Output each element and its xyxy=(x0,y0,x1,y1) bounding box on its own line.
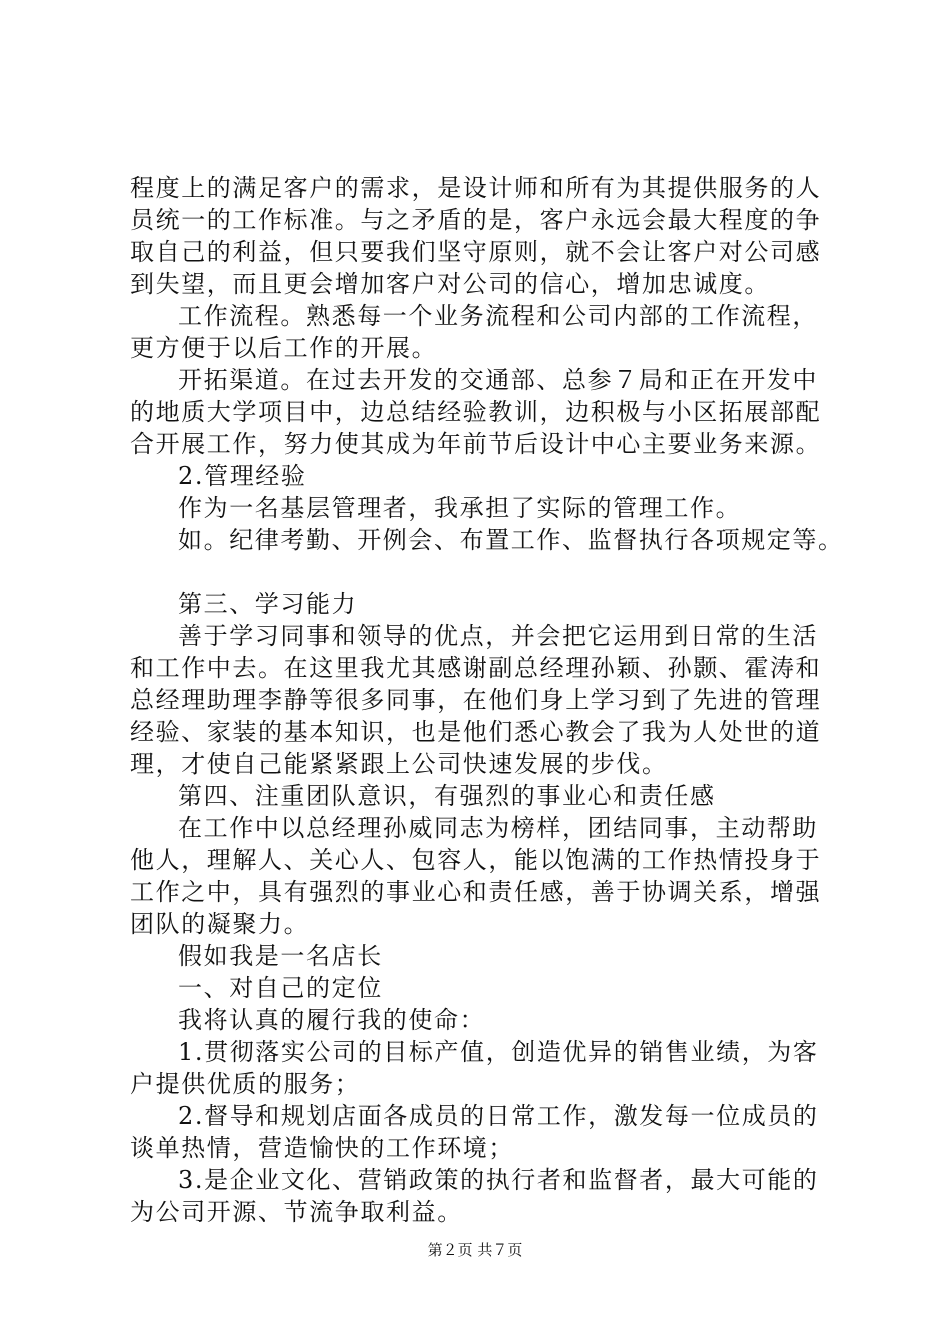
text-line: 工作之中，具有强烈的事业心和责任感，善于协调关系，增强 xyxy=(130,878,822,906)
text-line: 程度上的满足客户的需求，是设计师和所有为其提供服务的人 xyxy=(130,174,822,202)
document-body xyxy=(130,172,850,1228)
text-line: 的地质大学项目中，边总结经验教训，边积极与小区拓展部配 xyxy=(130,398,822,426)
text-line: 取自己的利益，但只要我们坚守原则，就不会让客户对公司感 xyxy=(130,238,822,266)
text-line: 第三、学习能力 xyxy=(178,590,358,618)
text-line: 合开展工作，努力使其成为年前节后设计中心主要业务来源。 xyxy=(130,430,822,458)
text-line: 一、对自己的定位 xyxy=(178,974,383,1002)
text-line: 和工作中去。在这里我尤其感谢副总经理孙颖、孙颢、霍涛和 xyxy=(130,654,822,682)
text-line: 员统一的工作标准。与之矛盾的是，客户永远会最大程度的争 xyxy=(130,206,822,234)
text-line: 第四、注重团队意识，有强烈的事业心和责任感 xyxy=(178,782,716,810)
text-line: 户提供优质的服务； xyxy=(130,1070,361,1098)
blank-line xyxy=(130,556,850,588)
text-line: 更方便于以后工作的开展。 xyxy=(130,334,438,362)
text-line: 总经理助理李静等很多同事，在他们身上学习到了先进的管理 xyxy=(130,686,822,714)
text-line: 团队的凝聚力。 xyxy=(130,910,310,938)
text-line: 作为一名基层管理者，我承担了实际的管理工作。 xyxy=(178,494,742,522)
text-line: 开拓渠道。在过去开发的交通部、总参７局和正在开发中 xyxy=(178,366,818,394)
text-line: 假如我是一名店长 xyxy=(178,942,383,970)
text-line: 谈单热情，营造愉快的工作环境； xyxy=(130,1134,514,1162)
text-line: 3.是企业文化、营销政策的执行者和监督者，最大可能的 xyxy=(178,1166,819,1194)
text-line: 他人，理解人、关心人、包容人，能以饱满的工作热情投身于 xyxy=(130,846,822,874)
page-footer: 第２页 共７页 xyxy=(427,1241,523,1259)
text-line: 如。纪律考勤、开例会、布置工作、监督执行各项规定等。 xyxy=(178,526,844,554)
text-line: 经验、家装的基本知识，也是他们悉心教会了我为人处世的道 xyxy=(130,718,822,746)
text-line: 2.督导和规划店面各成员的日常工作，激发每一位成员的 xyxy=(178,1102,819,1130)
text-line: 善于学习同事和领导的优点，并会把它运用到日常的生活 xyxy=(178,622,818,650)
text-line: 2.管理经验 xyxy=(178,462,307,490)
text-line: 为公司开源、节流争取利益。 xyxy=(130,1198,463,1226)
text-line: 到失望，而且更会增加客户对公司的信心，增加忠诚度。 xyxy=(130,270,770,298)
text-line: 我将认真的履行我的使命： xyxy=(178,1006,486,1034)
text-line: 理，才使自己能紧紧跟上公司快速发展的步伐。 xyxy=(130,750,668,778)
text-line: 工作流程。熟悉每一个业务流程和公司内部的工作流程， xyxy=(178,302,818,330)
text-line: 在工作中以总经理孙威同志为榜样，团结同事，主动帮助 xyxy=(178,814,818,842)
text-line: 1.贯彻落实公司的目标产值，创造优异的销售业绩，为客 xyxy=(178,1038,819,1066)
